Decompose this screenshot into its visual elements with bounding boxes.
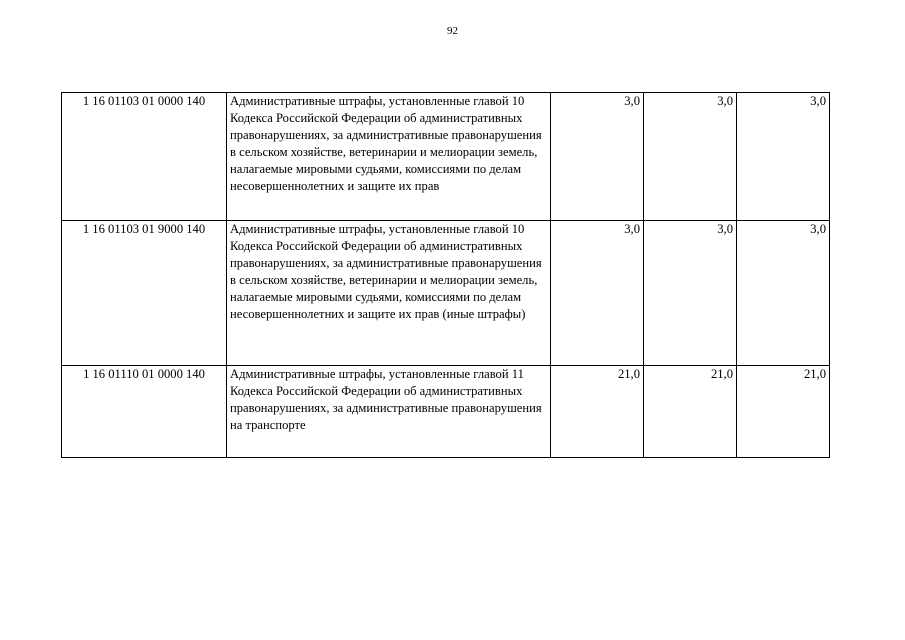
- budget-code-cell: 1 16 01110 01 0000 140: [62, 366, 227, 458]
- table-row: [62, 93, 830, 221]
- description-cell: Административные штрафы, установленные главой 10 Кодекса Российской Федерации об административных правонарушениях, за административные правонарушения в сельском хозяйстве, ветеринарии и мелиорации земель, налагаемые мировыми судьями, комиссиями по делам несовершеннолетних и защите их прав: [227, 93, 551, 221]
- table-row: [62, 366, 830, 458]
- value-cell-year-3: 3,0: [737, 221, 830, 366]
- value-cell-year-2: 3,0: [644, 221, 737, 366]
- budget-code-cell: 1 16 01103 01 0000 140: [62, 93, 227, 221]
- description-cell: Административные штрафы, установленные главой 10 Кодекса Российской Федерации об административных правонарушениях, за административные правонарушения в сельском хозяйстве, ветеринарии и мелиорации земель, налагаемые мировыми судьями, комиссиями по делам несовершеннолетних и защите их прав (иные штрафы): [227, 221, 551, 366]
- description-cell: Административные штрафы, установленные главой 11 Кодекса Российской Федерации об административных правонарушениях, за административные правонарушения на транспорте: [227, 366, 551, 458]
- value-cell-year-2: 3,0: [644, 93, 737, 221]
- value-cell-year-3: 21,0: [737, 366, 830, 458]
- value-cell-year-1: 3,0: [551, 221, 644, 366]
- page-number: 92: [447, 25, 458, 37]
- budget-code-cell: 1 16 01103 01 9000 140: [62, 221, 227, 366]
- value-cell-year-3: 3,0: [737, 93, 830, 221]
- value-cell-year-1: 3,0: [551, 93, 644, 221]
- value-cell-year-2: 21,0: [644, 366, 737, 458]
- budget-table: [61, 92, 830, 458]
- table-row: [62, 221, 830, 366]
- value-cell-year-1: 21,0: [551, 366, 644, 458]
